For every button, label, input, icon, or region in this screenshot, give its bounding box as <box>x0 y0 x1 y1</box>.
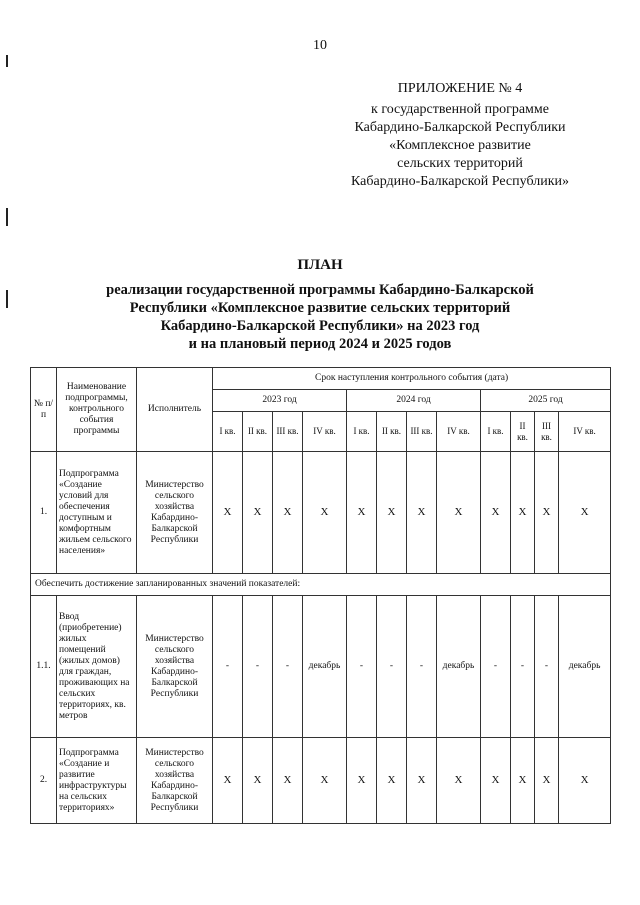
quarter-cell: X <box>481 452 511 574</box>
quarter-cell: X <box>481 738 511 824</box>
quarter-cell: декабрь <box>559 596 611 738</box>
quarter-cell: X <box>273 738 303 824</box>
quarter-cell: X <box>243 452 273 574</box>
quarter-cell: X <box>511 452 535 574</box>
quarter-cell: X <box>213 452 243 574</box>
header-quarter: IV кв. <box>303 412 347 452</box>
quarter-cell: X <box>559 452 611 574</box>
scan-mark <box>6 55 8 67</box>
header-quarter: III кв. <box>407 412 437 452</box>
table-row <box>31 738 611 824</box>
quarter-cell: X <box>559 738 611 824</box>
row-executor: Министерство сельского хозяйства Кабардино-Балкарской Республики <box>137 596 213 738</box>
quarter-cell: - <box>347 596 377 738</box>
header-num: № п/п <box>31 368 57 452</box>
quarter-cell: - <box>481 596 511 738</box>
header-year: 2023 год <box>213 390 347 412</box>
annex-line: «Комплексное развитие <box>389 138 531 153</box>
quarter-cell: декабрь <box>303 596 347 738</box>
row-num: 1.1. <box>31 596 57 738</box>
quarter-cell: X <box>511 738 535 824</box>
header-quarter: I кв. <box>347 412 377 452</box>
scan-mark <box>6 208 8 226</box>
plan-subtitle-line: Кабардино-Балкарской Республики» на 2023 год <box>160 318 480 334</box>
page-number: 10 <box>313 38 327 53</box>
quarter-cell: X <box>303 738 347 824</box>
row-executor: Министерство сельского хозяйства Кабардино-Балкарской Республики <box>137 452 213 574</box>
quarter-cell: X <box>377 738 407 824</box>
quarter-cell: - <box>535 596 559 738</box>
table-row <box>31 452 611 574</box>
header-year: 2025 год <box>481 390 611 412</box>
quarter-cell: X <box>303 452 347 574</box>
plan-table <box>30 367 611 824</box>
row-name: Подпрограмма «Создание условий для обеспечения доступным и комфортным жильем сельского населения» <box>57 452 137 574</box>
header-quarter: II кв. <box>511 412 535 452</box>
plan-subtitle-line: Республики «Комплексное развитие сельских территорий <box>129 300 511 316</box>
indicator-note: Обеспечить достижение запланированных значений показателей: <box>31 574 611 596</box>
header-quarter: I кв. <box>481 412 511 452</box>
row-executor: Министерство сельского хозяйства Кабардино-Балкарской Республики <box>137 738 213 824</box>
quarter-cell: X <box>347 452 377 574</box>
row-name: Ввод (приобретение) жилых помещений (жилых домов) для граждан, проживающих на сельских территориях, кв. метров <box>57 596 137 738</box>
row-num: 2. <box>31 738 57 824</box>
plan-subtitle-line: и на плановый период 2024 и 2025 годов <box>188 336 452 352</box>
plan-subtitle-line: реализации государственной программы Кабардино-Балкарской <box>106 282 534 298</box>
row-name: Подпрограмма «Создание и развитие инфраструктуры на сельских территориях» <box>57 738 137 824</box>
annex-line: Кабардино-Балкарской Республики» <box>351 174 569 189</box>
annex-heading: ПРИЛОЖЕНИЕ № 4 <box>397 81 523 96</box>
header-quarter: I кв. <box>213 412 243 452</box>
header-quarter: III кв. <box>273 412 303 452</box>
annex-block <box>300 80 620 191</box>
quarter-cell: X <box>535 738 559 824</box>
quarter-cell: X <box>437 738 481 824</box>
header-quarter: IV кв. <box>559 412 611 452</box>
table-row <box>31 596 611 738</box>
header-quarter: IV кв. <box>437 412 481 452</box>
table-row <box>31 574 611 596</box>
quarter-cell: - <box>511 596 535 738</box>
plan-subtitle <box>60 281 580 353</box>
quarter-cell: - <box>243 596 273 738</box>
plan-title: ПЛАН <box>297 257 343 273</box>
annex-line: Кабардино-Балкарской Республики <box>354 120 566 135</box>
scan-mark <box>6 290 8 308</box>
quarter-cell: X <box>407 452 437 574</box>
quarter-cell: X <box>407 738 437 824</box>
quarter-cell: - <box>407 596 437 738</box>
header-year: 2024 год <box>347 390 481 412</box>
header-name: Наименование подпрограммы, контрольного события программы <box>57 368 137 452</box>
quarter-cell: X <box>347 738 377 824</box>
header-deadline: Срок наступления контрольного события (дата) <box>213 368 611 390</box>
quarter-cell: декабрь <box>437 596 481 738</box>
quarter-cell: X <box>377 452 407 574</box>
quarter-cell: X <box>535 452 559 574</box>
header-quarter: II кв. <box>243 412 273 452</box>
quarter-cell: - <box>273 596 303 738</box>
annex-line: сельских территорий <box>397 156 523 171</box>
header-quarter: II кв. <box>377 412 407 452</box>
header-executor: Исполнитель <box>137 368 213 452</box>
header-quarter: III кв. <box>535 412 559 452</box>
annex-line: к государственной программе <box>371 102 549 117</box>
quarter-cell: - <box>213 596 243 738</box>
row-num: 1. <box>31 452 57 574</box>
quarter-cell: X <box>437 452 481 574</box>
quarter-cell: X <box>213 738 243 824</box>
quarter-cell: - <box>377 596 407 738</box>
quarter-cell: X <box>243 738 273 824</box>
quarter-cell: X <box>273 452 303 574</box>
